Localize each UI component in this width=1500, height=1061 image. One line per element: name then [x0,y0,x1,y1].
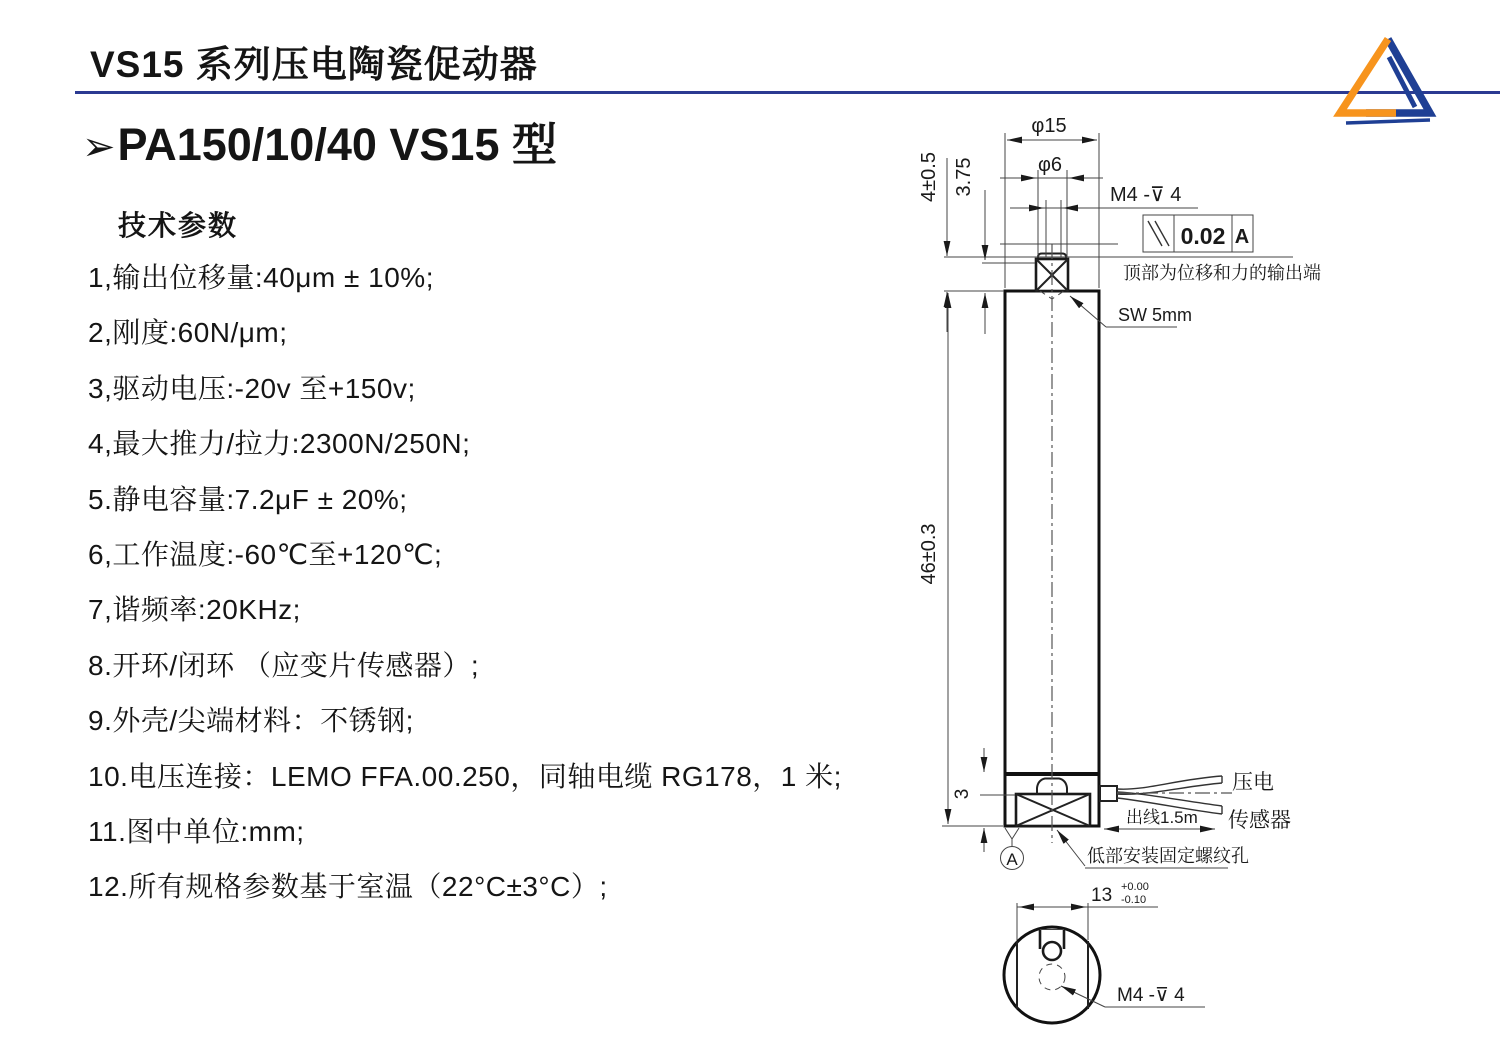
datum-a-symbol [1001,828,1024,870]
flange-height-label: 3 [952,788,973,800]
model-heading-text: PA150/10/40 VS15 型 [117,119,557,170]
thread-bottom-label: M4 -⊽ 4 [1117,985,1185,1006]
phi6-label: φ6 [1037,154,1063,176]
spec-item: 4,最大推力/拉力:2300N/250N; [88,428,471,460]
spec-item: 1,输出位移量:40μm ± 10%; [88,262,434,293]
technical-drawing [900,95,1500,1061]
top-output-note: 顶部为位移和力的输出端 [1123,263,1321,283]
spec-item: 8.开环/闭环 （应变片传感器）; [88,649,480,681]
spec-item: 2,刚度:60N/μm; [88,317,288,349]
title-divider [75,91,1500,94]
dimension-body-length [918,291,1004,826]
dimension-tip-height [918,152,947,332]
heading-arrow-icon: ➢ [82,125,116,169]
spec-list [88,250,848,915]
model-heading [82,108,557,173]
cable-note-sensor: 传感器 [1228,809,1291,832]
section-title: 技术参数 [118,210,239,241]
across-flats-label: 13 [1091,885,1113,906]
bottom-mount-note [1057,830,1249,868]
hex-size-label: SW 5mm [1118,305,1192,325]
page-title: VS15 系列压电陶瓷促动器 [90,44,538,85]
tolerance-upper: +0.00 [1121,881,1149,893]
spec-item: 10.电压连接：LEMO FFA.00.250，同轴电缆 RG178，1 米; [88,760,842,792]
datum-a-letter: A [1006,850,1018,869]
cable-connector [1100,786,1117,801]
dimension-phi6 [1000,154,1103,257]
tolerance-lower: -0.10 [1121,894,1147,906]
feature-control-frame [1143,215,1253,252]
phi15-label: φ15 [1031,115,1067,137]
spec-item: 5.静电容量:7.2μF ± 20%; [88,483,408,515]
tip-inner-label: 3.75 [953,157,975,197]
body-length-label: 46±0.3 [918,523,940,585]
cable-note-piezo: 压电 [1232,771,1274,794]
cable-length-label: 出线1.5m [1126,808,1198,827]
fcf-datum: A [1234,226,1250,248]
bottom-view [1004,927,1100,1023]
spec-item: 6,工作温度:-60℃至+120℃; [88,538,443,570]
spec-item: 7,谐频率:20KHz; [88,594,301,626]
spec-item: 3,驱动电压:-20v 至+150v; [88,372,416,404]
spec-item: 12.所有规格参数基于室温（22°C±3°C）; [88,871,608,903]
spec-item: 11.图中单位:mm; [88,815,305,847]
thread-top-label: M4 -⊽ 4 [1110,184,1182,206]
bottom-mount-note-label: 低部安装固定螺纹孔 [1087,846,1249,866]
spec-item: 9.外壳/尖端材料：不锈钢; [88,705,414,737]
tip-height-label: 4±0.5 [918,152,940,202]
fcf-tolerance: 0.02 [1180,223,1226,249]
